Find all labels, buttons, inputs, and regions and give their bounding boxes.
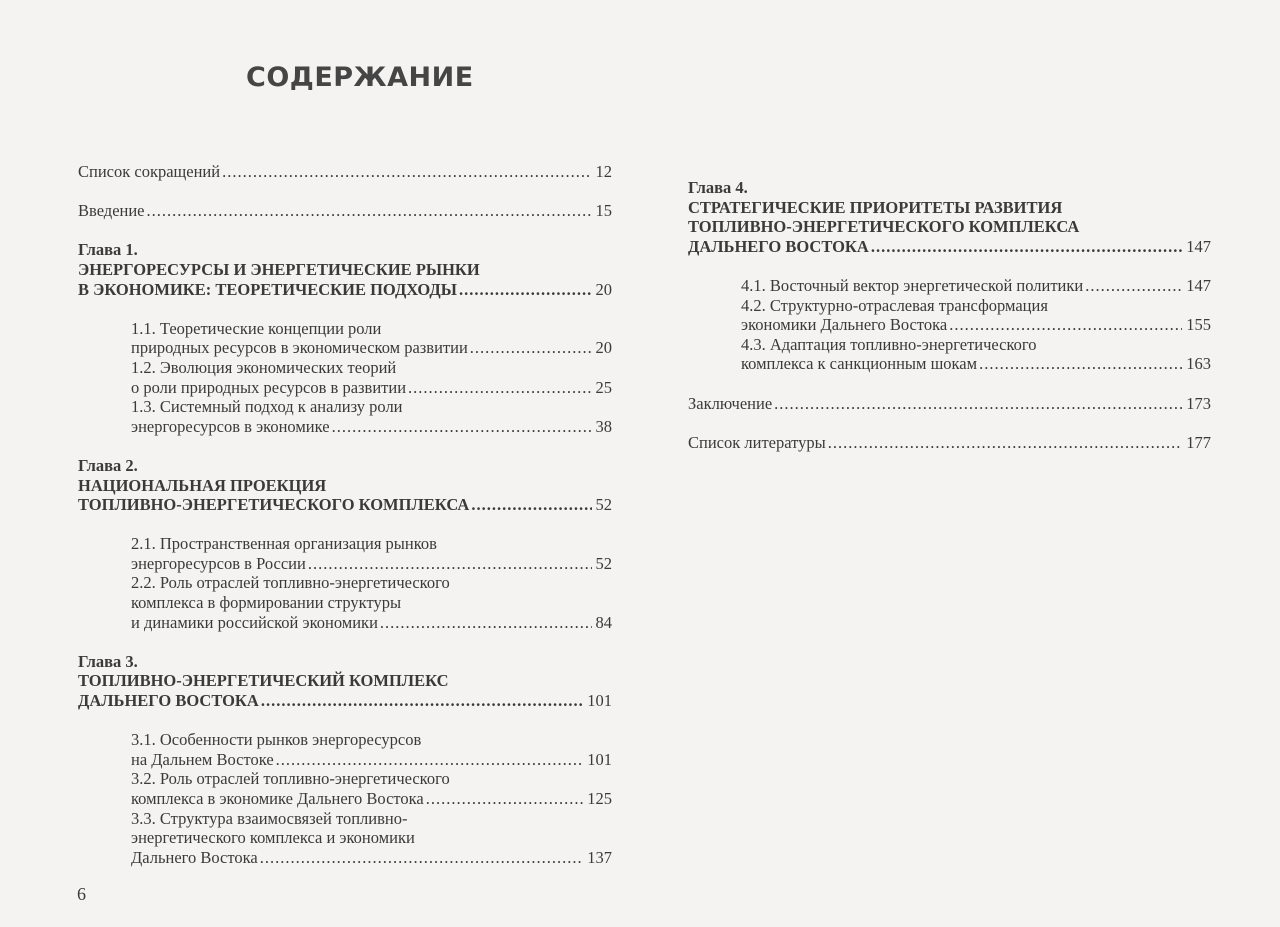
toc-section-1-1[interactable]: 1.1. Теоретические концепции роли природных ресурсов в экономическом развитии ..... 20 bbox=[131, 319, 612, 358]
chapter-title: В ЭКОНОМИКЕ: ТЕОРЕТИЧЕСКИЕ ПОДХОДЫ bbox=[78, 279, 457, 299]
toc-section-2-1[interactable]: 2.1. Пространственная организация рынков энергоресурсов в России ..... 52 bbox=[131, 534, 612, 573]
toc-section-1-3[interactable]: 1.3. Системный подход к анализу роли энергоресурсов в экономике ..... 38 bbox=[131, 397, 612, 436]
chapter-label: Глава 1. bbox=[78, 240, 138, 260]
chapter-title: ТОПЛИВНО-ЭНЕРГЕТИЧЕСКОГО КОМПЛЕКСА bbox=[78, 495, 470, 515]
toc-entry-conclusion[interactable]: Заключение ..... 173 bbox=[688, 394, 1211, 414]
toc-section-4-2[interactable]: 4.2. Структурно-отраслевая трансформация экономики Дальнего Востока ..... 155 bbox=[741, 296, 1211, 335]
toc-chapter-2[interactable] bbox=[78, 456, 612, 515]
toc-section-3-2[interactable]: 3.2. Роль отраслей топливно-энергетического комплекса в экономике Дальнего Востока ..... 125 bbox=[131, 769, 612, 808]
chapter-title: ДАЛЬНЕГО ВОСТОКА bbox=[78, 691, 259, 711]
toc-section-3-1[interactable]: 3.1. Особенности рынков энергоресурсов на Дальнем Востоке ..... 101 bbox=[131, 730, 612, 769]
toc-section-3-3[interactable]: 3.3. Структура взаимосвязей топливно- энергетического комплекса и экономики Дальнего Востока ..... 137 bbox=[131, 809, 612, 868]
chapter-label: Глава 3. bbox=[78, 651, 138, 671]
chapter-title: ТОПЛИВНО-ЭНЕРГЕТИЧЕСКОГО КОМПЛЕКСА bbox=[688, 217, 1080, 237]
toc-chapter-1[interactable] bbox=[78, 240, 612, 299]
page-number: 6 bbox=[77, 884, 86, 904]
toc-entry-references[interactable]: Список литературы ..... 177 bbox=[688, 433, 1211, 453]
page-ref: 52 bbox=[595, 495, 612, 515]
chapter-title: ЭНЕРГОРЕСУРСЫ И ЭНЕРГЕТИЧЕСКИЕ РЫНКИ bbox=[78, 259, 480, 279]
toc-right-column bbox=[688, 178, 1211, 452]
chapter-title: ТОПЛИВНО-ЭНЕРГЕТИЧЕСКИЙ КОМПЛЕКС bbox=[78, 671, 449, 691]
toc-chapter-3[interactable] bbox=[78, 652, 612, 711]
chapter-title: НАЦИОНАЛЬНАЯ ПРОЕКЦИЯ bbox=[78, 475, 327, 495]
toc-entry-abbreviations[interactable]: Список сокращений ..... 12 bbox=[78, 162, 612, 182]
toc-section-2-2[interactable]: 2.2. Роль отраслей топливно-энергетического комплекса в формировании структуры и динамики российской экономики ..... 84 bbox=[131, 573, 612, 632]
chapter-title: СТРАТЕГИЧЕСКИЕ ПРИОРИТЕТЫ РАЗВИТИЯ bbox=[688, 197, 1063, 217]
page-title: СОДЕРЖАНИЕ bbox=[246, 62, 474, 93]
chapter-label: Глава 2. bbox=[78, 455, 138, 475]
toc-chapter-4[interactable] bbox=[688, 178, 1211, 256]
page-ref: 20 bbox=[595, 279, 612, 299]
page-ref: 147 bbox=[1186, 236, 1211, 256]
toc-section-4-1[interactable]: 4.1. Восточный вектор энергетической политики ..... 147 bbox=[741, 276, 1211, 296]
chapter-label: Глава 4. bbox=[688, 178, 748, 197]
toc-section-4-3[interactable]: 4.3. Адаптация топливно-энергетического комплекса к санкционным шокам ..... 163 bbox=[741, 335, 1211, 374]
page-ref: 101 bbox=[587, 691, 612, 711]
toc-section-1-2[interactable]: 1.2. Эволюция экономических теорий о роли природных ресурсов в развитии ..... 25 bbox=[131, 358, 612, 397]
toc-left-column bbox=[78, 162, 612, 867]
toc-entry-introduction[interactable]: Введение ..... 15 bbox=[78, 201, 612, 221]
chapter-title: ДАЛЬНЕГО ВОСТОКА bbox=[688, 236, 869, 256]
